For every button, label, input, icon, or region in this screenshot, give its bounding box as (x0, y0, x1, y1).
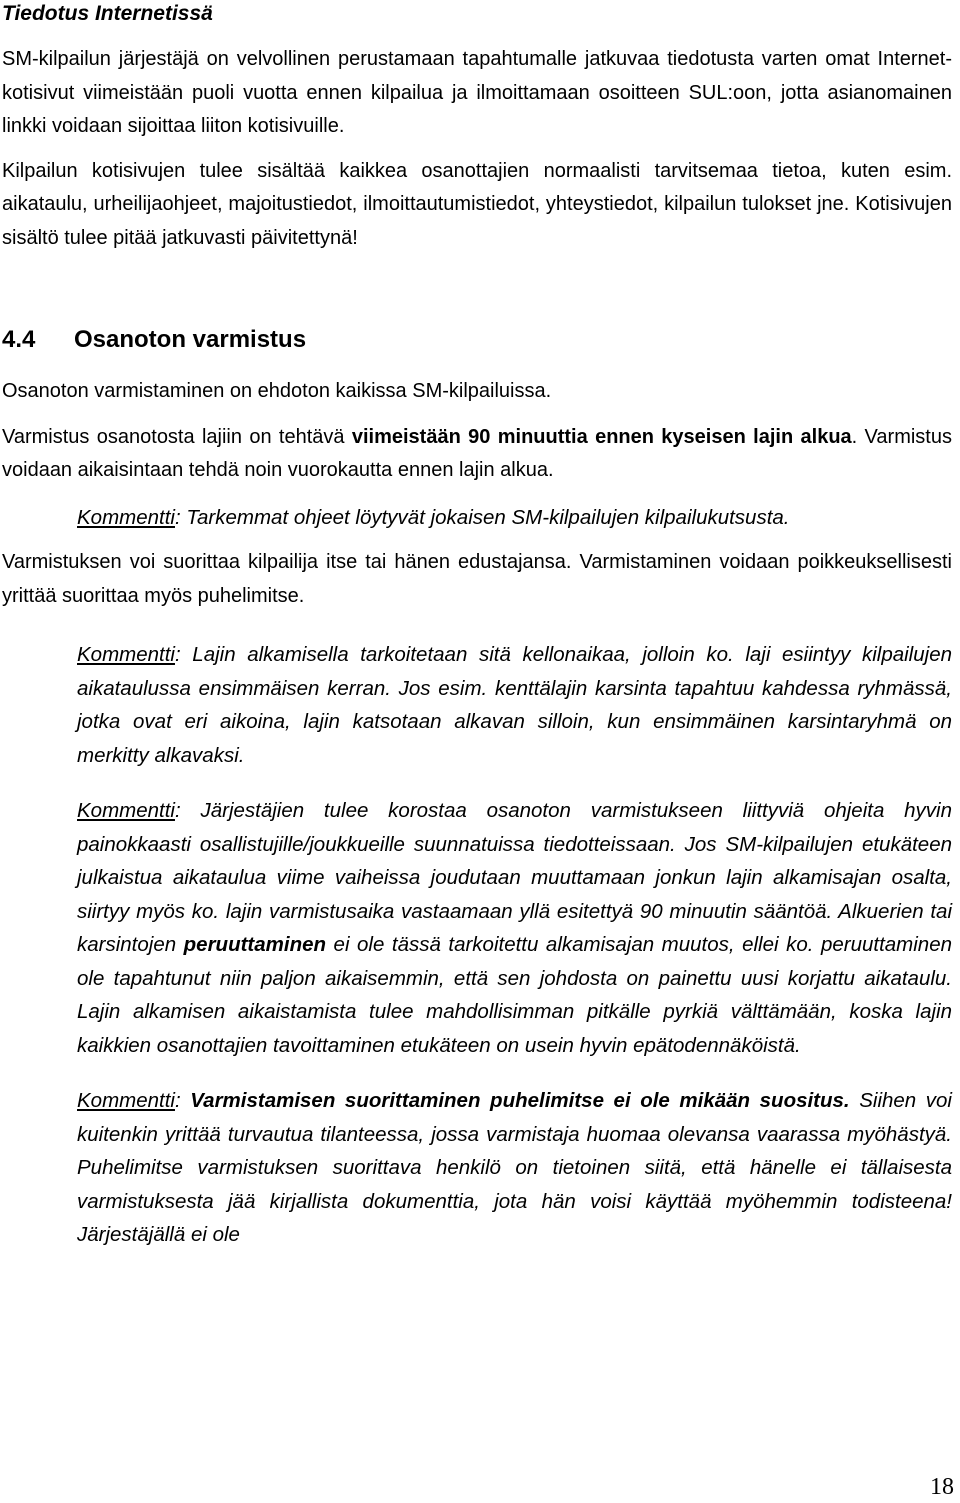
comment-label: Kommentti (77, 799, 175, 822)
page-number: 18 (930, 1474, 954, 1500)
comment-3: Kommentti: Järjestäjien tulee korostaa osanoton varmistukseen liittyviä ohjeita hyvin painokkaasti osallistujille/joukkueille suunnatuissa tiedotteissaan. Jos SM-kilpailujen etukäteen julkaistua aikataulua viime vaiheissa joudutaan muuttamaan jonkun lajin alkamisajan osalta, siirtyy myös ko. lajin varmistusaika vastaamaan yllä esitettyä 90 minuutin sääntöä. Alkuerien tai karsintojen peruuttaminen ei ole tässä tarkoitettu alkamisajan muutos, ellei ko. peruuttaminen ole tapahtunut niin paljon aikaisemmin, että sen johdosta on painettu uusi korjattu aikataulu. Lajin alkamisen aikaistamista tulee mahdollisimman pitkälle pyrkiä välttämään, koska lajin kaikkien osanottajien tavoittaminen etukäteen on usein hyvin epätodennäköistä. (77, 799, 952, 1057)
section-paragraph-3: Varmistuksen voi suorittaa kilpailija itse tai hänen edustajansa. Varmistaminen voidaan poikkeuksellisesti yrittää suorittaa myös puhelimitse. (2, 551, 952, 607)
section-paragraph-2: Varmistus osanotosta lajiin on tehtävä viimeistään 90 minuuttia ennen kyseisen lajin alkua. Varmistus voidaan aikaisintaan tehdä noin vuorokautta ennen lajin alkua. (2, 425, 952, 481)
internet-paragraph-2: Kilpailun kotisivujen tulee sisältää kaikkea osanottajien normaalisti tarvitsemaa tietoa, kuten esim. aikataulu, urheilijaohjeet, majoitustiedot, ilmoittautumistiedot, yhteystiedot, kilpailun tulokset jne. Kotisivujen sisältö tulee pitää jatkuvasti päivitettynä! (2, 159, 952, 249)
comment-label: Kommentti (77, 1089, 175, 1112)
comment-1: Kommentti: Tarkemmat ohjeet löytyvät jokaisen SM-kilpailujen kilpailukutsusta. (77, 505, 790, 529)
internet-paragraph-1: SM-kilpailun järjestäjä on velvollinen perustamaan tapahtumalle jatkuvaa tiedotusta varten omat Internet-kotisivut viimeistään puoli vuotta ennen kilpailua ja ilmoittamaan osoitteen SUL:oon, jotta asianomainen linkki voidaan sijoittaa liiton kotisivuille. (2, 48, 952, 137)
section-title: Osanoton varmistus (74, 326, 307, 353)
comment-4: Kommentti: Varmistamisen suorittaminen puhelimitse ei ole mikään suositus. Siihen voi kuitenkin yrittää turvautua tilanteessa, jossa varmistaja huomaa olevansa vaarassa myöhästyä. Puhelimitse varmistuksen suorittava henkilö on tietoinen siitä, että hänelle ei tällaisesta varmistuksesta jää kirjallista dokumenttia, jota hän voisi käyttää myöhemmin todisteena! Järjestäjällä ei ole (77, 1089, 952, 1246)
comment-2: Kommentti: Lajin alkamisella tarkoitetaan sitä kellonaikaa, jolloin ko. laji esiintyy kilpailujen aikataulussa ensimmäisen kerran. Jos esim. kenttälajin karsinta tapahtuu kahdessa ryhmässä, jotka ovat eri aikoina, lajin katsotaan alkavan silloin, kun ensimmäinen karsintaryhmä on merkitty alkavaksi. (77, 643, 952, 767)
section-paragraph-1: Osanoton varmistaminen on ehdoton kaikissa SM-kilpailuissa. (2, 380, 552, 402)
comment-label: Kommentti (77, 505, 175, 529)
section-number: 4.4 (2, 326, 36, 353)
internet-heading: Tiedotus Internetissä (2, 2, 213, 25)
comment-label: Kommentti (77, 643, 175, 666)
section-heading (2, 325, 952, 355)
